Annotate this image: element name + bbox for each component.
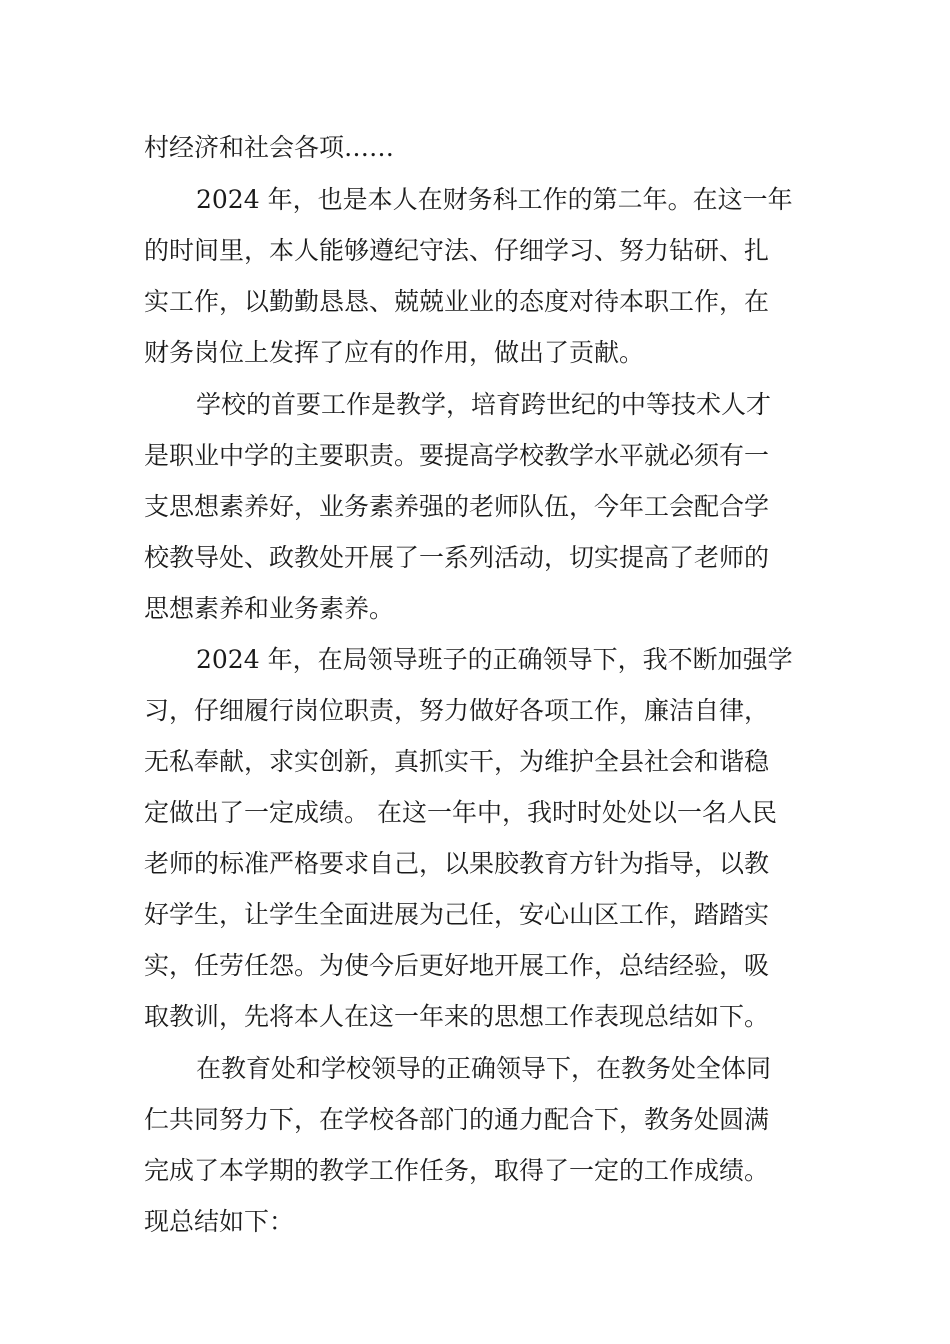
text-line: 2024 年，在局领导班子的正确领导下，我不断加强学 xyxy=(196,645,793,674)
text-line: 校教导处、政教处开展了一系列活动，切实提高了老师的 xyxy=(144,543,770,572)
text-line: 完成了本学期的教学工作任务，取得了一定的工作成绩。 xyxy=(144,1156,770,1185)
text-line: 支思想素养好，业务素养强的老师队伍，今年工会配合学 xyxy=(144,492,770,521)
text-line: 在教育处和学校领导的正确领导下，在教务处全体同 xyxy=(196,1054,772,1083)
text-line: 实，任劳任怨。为使今后更好地开展工作，总结经验，吸 xyxy=(144,951,770,980)
text-line: 的时间里，本人能够遵纪守法、仔细学习、努力钻研、扎 xyxy=(144,236,770,265)
text-line: 定做出了一定成绩。 在这一年中，我时时处处以一名人民 xyxy=(144,798,777,827)
text-line: 学校的首要工作是教学，培育跨世纪的中等技术人才 xyxy=(196,390,772,419)
text-line: 取教训，先将本人在这一年来的思想工作表现总结如下。 xyxy=(144,1002,770,1031)
text-line: 思想素养和业务素养。 xyxy=(144,594,395,623)
text-line: 无私奉献，求实创新，真抓实干，为维护全县社会和谐稳 xyxy=(144,747,770,776)
text-line: 是职业中学的主要职责。要提高学校教学水平就必须有一 xyxy=(144,441,770,470)
text-line: 现总结如下： xyxy=(144,1207,295,1236)
text-line: 习，仔细履行岗位职责，努力做好各项工作，廉洁自律， xyxy=(144,696,770,725)
text-line: 好学生，让学生全面进展为己任，安心山区工作，踏踏实 xyxy=(144,900,770,929)
text-line: 财务岗位上发挥了应有的作用，做出了贡献。 xyxy=(144,338,645,367)
text-line: 2024 年，也是本人在财务科工作的第二年。在这一年 xyxy=(196,185,793,214)
text-line: 村经济和社会各项…… xyxy=(144,133,395,162)
text-line: 实工作，以勤勤恳恳、兢兢业业的态度对待本职工作，在 xyxy=(144,287,770,316)
text-line: 仁共同努力下，在学校各部门的通力配合下，教务处圆满 xyxy=(144,1105,770,1134)
text-line: 老师的标准严格要求自己，以果胶教育方针为指导，以教 xyxy=(144,849,770,878)
